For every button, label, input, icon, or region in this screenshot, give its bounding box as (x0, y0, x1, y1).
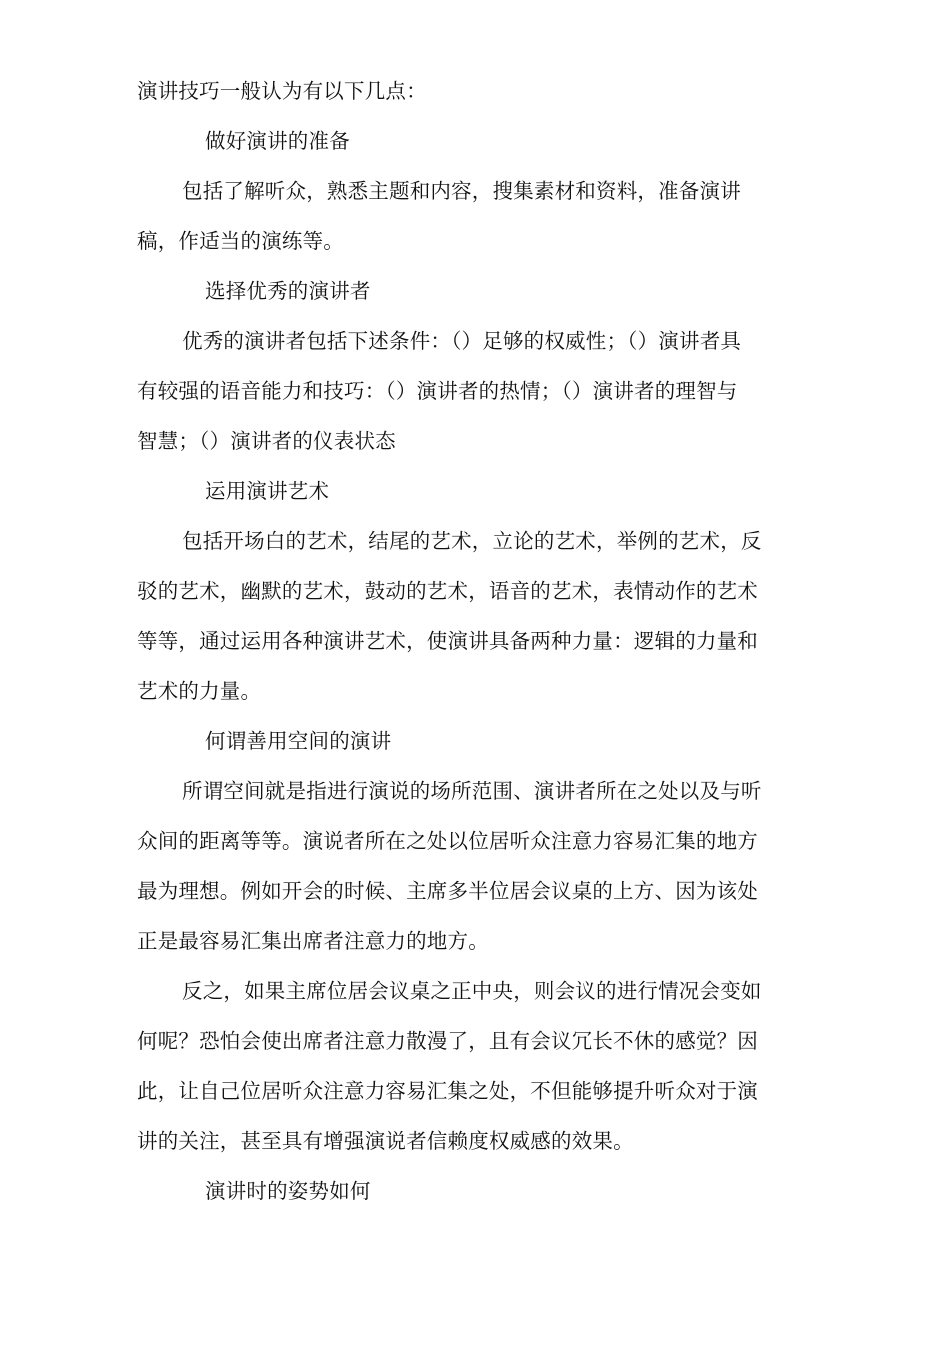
paragraph-line: 何呢？恐怕会使出席者注意力散漫了，且有会议冗长不休的感觉？因 (137, 1029, 758, 1053)
document-body (137, 66, 821, 1216)
paragraph-line: 反之，如果主席位居会议桌之正中央，则会议的进行情况会变如 (182, 979, 762, 1003)
paragraph-line: 讲的关注，甚至具有增强演说者信赖度权威感的效果。 (137, 1129, 634, 1153)
paragraph-line: 等等，通过运用各种演讲艺术，使演讲具备两种力量：逻辑的力量和 (137, 629, 758, 653)
paragraph-line: 最为理想。例如开会的时候、主席多半位居会议桌的上方、因为该处 (137, 879, 758, 903)
paragraph-line: 所谓空间就是指进行演说的场所范围、演讲者所在之处以及与听 (182, 779, 762, 803)
section-heading: 运用演讲艺术 (205, 479, 330, 503)
paragraph-line: 此，让自己位居听众注意力容易汇集之处，不但能够提升听众对于演 (137, 1079, 758, 1103)
section-heading: 选择优秀的演讲者 (205, 279, 371, 303)
paragraph-line: 驳的艺术，幽默的艺术，鼓动的艺术，语音的艺术，表情动作的艺术 (137, 579, 758, 603)
paragraph-line: 有较强的语音能力和技巧：（）演讲者的热情；（）演讲者的理智与 (137, 379, 738, 403)
paragraph-line: 优秀的演讲者包括下述条件：（）足够的权威性；（）演讲者具 (182, 329, 742, 353)
paragraph-line: 正是最容易汇集出席者注意力的地方。 (137, 929, 489, 953)
section-heading: 做好演讲的准备 (205, 129, 350, 153)
paragraph-line: 包括开场白的艺术，结尾的艺术，立论的艺术，举例的艺术，反 (182, 529, 762, 553)
paragraph-line: 众间的距离等等。演说者所在之处以位居听众注意力容易汇集的地方 (137, 829, 758, 853)
paragraph-line: 智慧；（）演讲者的仪表状态 (137, 429, 396, 453)
section-heading: 演讲时的姿势如何 (205, 1179, 371, 1203)
paragraph-line: 稿，作适当的演练等。 (137, 229, 344, 253)
paragraph-line: 艺术的力量。 (137, 679, 262, 703)
section-heading: 何谓善用空间的演讲 (205, 729, 392, 753)
intro-text: 演讲技巧一般认为有以下几点： (137, 79, 427, 103)
paragraph-line: 包括了解听众，熟悉主题和内容，搜集素材和资料，准备演讲 (182, 179, 741, 203)
